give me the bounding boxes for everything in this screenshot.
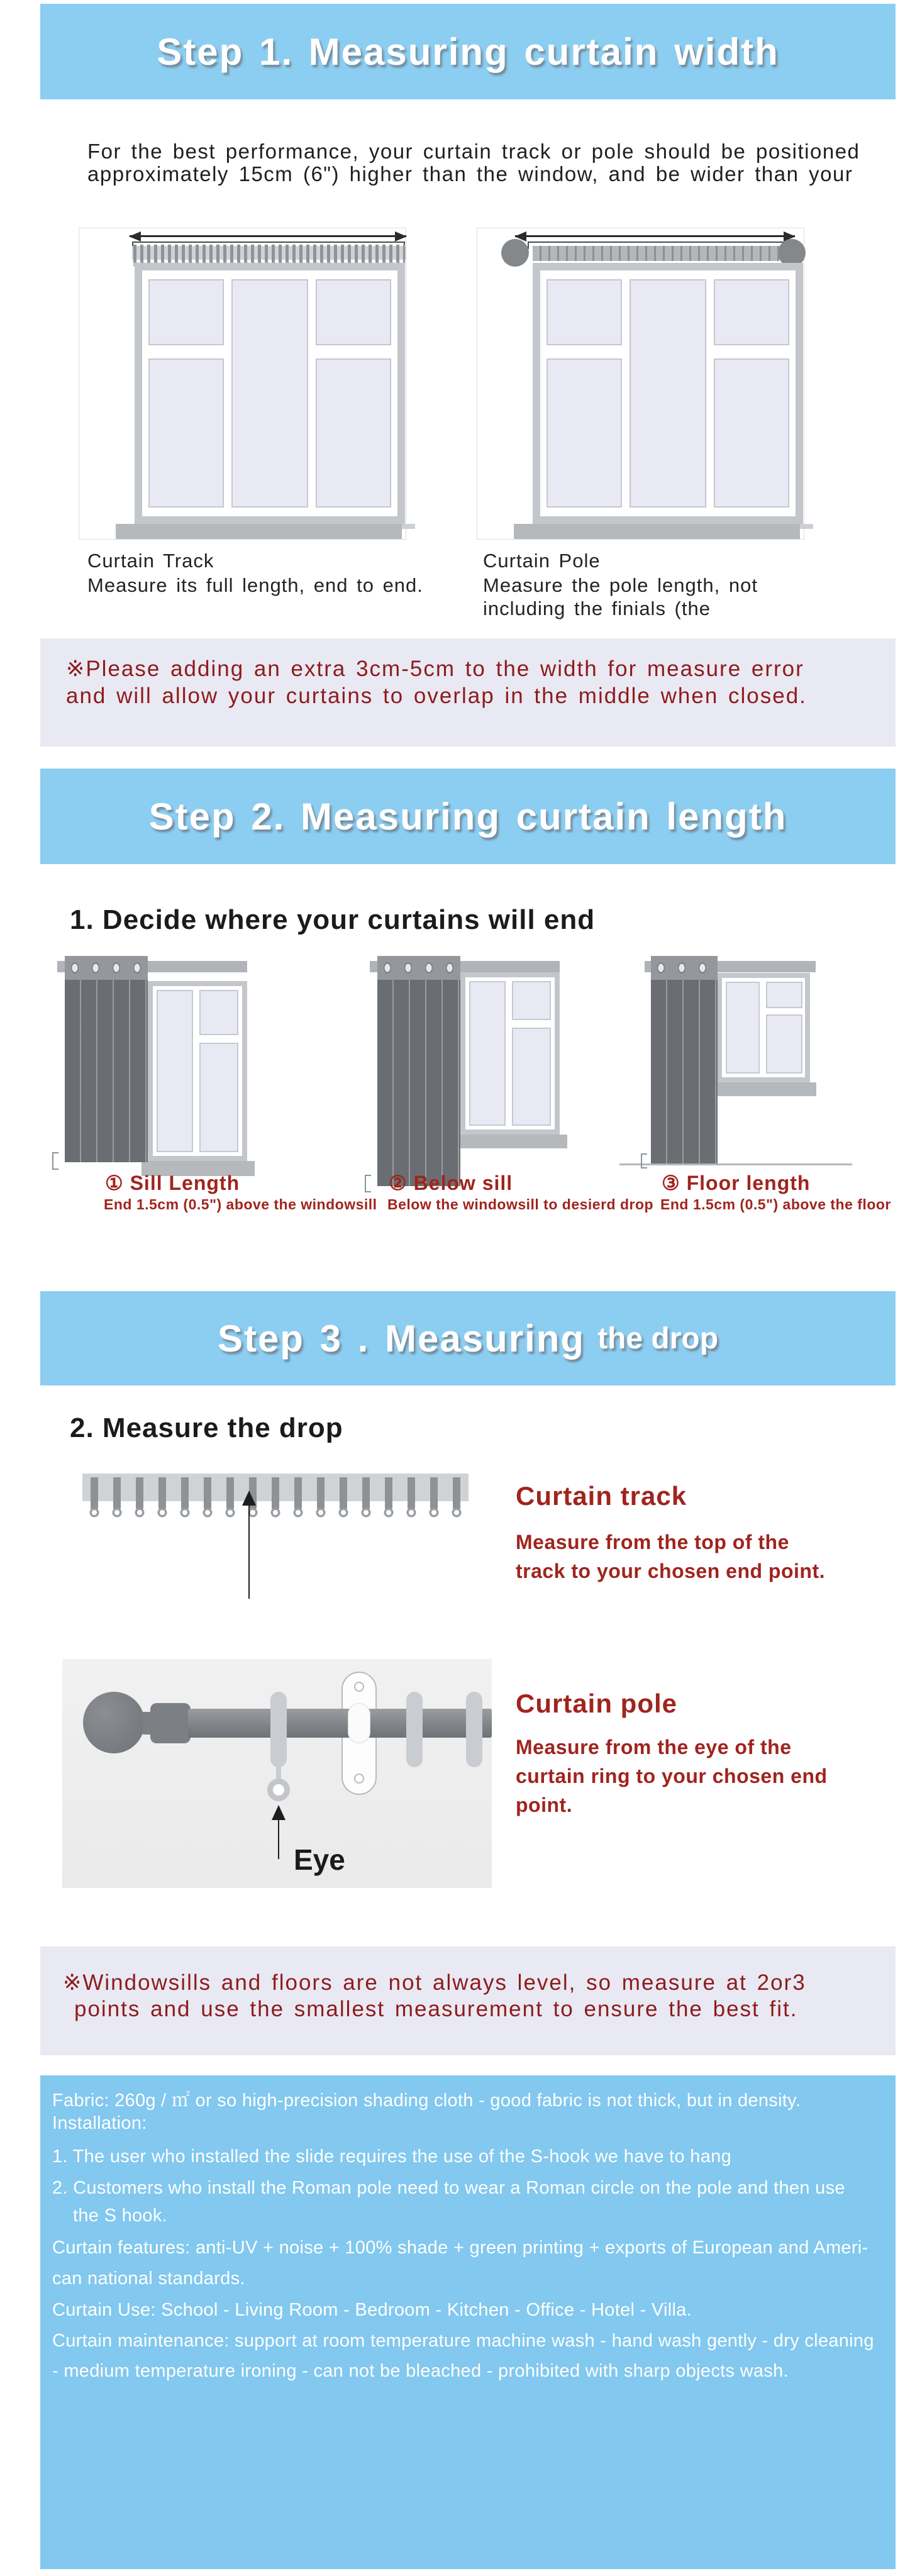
window-pane <box>766 1014 802 1074</box>
curtain-pole-caption-desc-2: including the finials (the <box>483 597 711 619</box>
curtain-track-desc-1: Measure from the top of the <box>516 1531 789 1553</box>
window-pane <box>469 981 506 1126</box>
window-graphic <box>717 973 810 1082</box>
below-sill-diagram <box>370 953 571 1205</box>
windowsill-graphic <box>514 524 800 539</box>
footer-line: the S hook. <box>73 2206 168 2226</box>
step2-banner <box>40 769 896 864</box>
step3-heading: 2. Measure the drop <box>70 1413 343 1443</box>
window-pane <box>199 990 238 1035</box>
window-pane <box>512 981 551 1020</box>
window-graphic <box>135 263 405 524</box>
ring-eye-icon <box>267 1779 290 1801</box>
window-pane <box>148 279 224 345</box>
option2-desc: Below the windowsill to desierd drop <box>387 1196 654 1213</box>
curtain-panel-graphic <box>377 956 460 1186</box>
windowsill-graphic <box>116 524 402 539</box>
window-pane <box>148 358 224 508</box>
footer-line: - medium temperature ironing - can not be bleached - prohibited with sharp objects wash. <box>52 2361 789 2381</box>
window-pane <box>547 279 622 345</box>
window-pane <box>726 982 760 1074</box>
window-pane <box>714 358 789 508</box>
sill-length-diagram <box>57 953 258 1192</box>
width-note-line-1: ※Please adding an extra 3cm-5cm to the width for measure error <box>66 657 804 681</box>
window-pane <box>766 982 802 1008</box>
curtain-pole-diagram <box>477 228 804 540</box>
curtain-panel-graphic <box>65 956 148 1162</box>
window-pane <box>157 990 193 1152</box>
screw-icon <box>354 1682 364 1692</box>
pole-end-cap-graphic <box>150 1703 191 1743</box>
track-gliders-graphic <box>133 245 405 262</box>
floor-length-diagram <box>645 953 858 1192</box>
width-arrow-icon <box>130 235 406 237</box>
curtain-pole-desc-3: point. <box>516 1794 573 1816</box>
curtain-track-title: Curtain track <box>516 1481 687 1511</box>
screw-icon <box>354 1774 364 1784</box>
window-pane <box>316 358 391 508</box>
window-pane <box>199 1043 238 1152</box>
curtain-pole-graphic <box>533 246 779 261</box>
windowsill-graphic <box>454 1135 567 1148</box>
track-gliders-graphic <box>85 1477 466 1509</box>
footer-line: 1. The user who installed the slide requires the use of the S-hook we have to hang <box>52 2146 731 2167</box>
width-note-panel <box>40 638 896 747</box>
curtain-ring-graphic <box>466 1692 482 1767</box>
option1-label: ① Sill Length <box>105 1172 240 1194</box>
curtain-pole-caption-desc-1: Measure the pole length, not <box>483 574 758 596</box>
step3-banner-subtitle: the drop <box>597 1321 719 1355</box>
up-arrow-line <box>278 1819 279 1859</box>
curtain-track-caption-title: Curtain Track <box>87 550 214 572</box>
step1-intro-line-2: approximately 15cm (6") higher than the window, and be wider than your <box>87 162 853 186</box>
footer-line: 2. Customers who install the Roman pole need to wear a Roman circle on the pole and then use <box>52 2178 845 2198</box>
pole-finial-icon <box>501 239 529 267</box>
option3-label: ③ Floor length <box>662 1172 811 1194</box>
window-pane <box>316 279 391 345</box>
step1-banner <box>40 4 896 99</box>
window-pane <box>547 358 622 508</box>
level-note-panel <box>40 1946 896 2055</box>
footer-line: can national standards. <box>52 2268 245 2289</box>
step1-banner-title: Step 1. Measuring curtain width <box>157 30 779 73</box>
floor-line-graphic <box>619 1163 852 1165</box>
option3-desc: End 1.5cm (0.5") above the floor <box>660 1196 891 1213</box>
length-mark-icon <box>365 1175 371 1192</box>
length-mark-icon <box>641 1153 647 1169</box>
window-graphic <box>460 972 560 1135</box>
option1-desc: End 1.5cm (0.5") above the windowsill <box>104 1196 377 1213</box>
level-note-line-1: ※Windowsills and floors are not always level, so measure at 2or3 <box>63 1970 806 1995</box>
step2-banner-title: Step 2. Measuring curtain length <box>148 795 787 838</box>
grommet-band-graphic <box>651 956 718 980</box>
window-pane <box>231 279 308 508</box>
curtain-pole-title: Curtain pole <box>516 1689 678 1718</box>
step3-banner-title: Step 3 . Measuring <box>217 1317 585 1360</box>
bracket-slot-graphic <box>348 1703 370 1743</box>
footer-line: Fabric: 260g / ㎡ or so high-precision shading cloth - good fabric is not thick, but in density. <box>52 2090 801 2111</box>
pole-finial-icon <box>83 1692 145 1753</box>
footer-line: Curtain maintenance: support at room temperature machine wash - hand wash gently - dry cleaning <box>52 2331 874 2351</box>
window-graphic <box>148 981 247 1161</box>
curtain-pole-drop-diagram <box>62 1659 492 1888</box>
grommet-band-graphic <box>65 956 148 980</box>
curtain-track-desc-2: track to your chosen end point. <box>516 1560 825 1582</box>
curtain-pole-desc-2: curtain ring to your chosen end <box>516 1765 828 1787</box>
step1-intro-line-1: For the best performance, your curtain track or pole should be positioned <box>87 140 860 163</box>
up-arrow-icon <box>242 1491 256 1506</box>
width-arrow-icon <box>515 235 795 237</box>
curtain-ring-graphic <box>270 1692 287 1767</box>
width-note-line-2: and will allow your curtains to overlap in the middle when closed. <box>66 684 807 708</box>
product-info-panel <box>40 2075 896 2569</box>
up-arrow-line <box>248 1504 250 1599</box>
window-pane <box>630 279 706 508</box>
curtain-pole-graphic <box>188 1709 492 1738</box>
curtain-panel-graphic <box>651 956 718 1163</box>
curtain-pole-caption-title: Curtain Pole <box>483 550 601 572</box>
footer-line: Curtain Use: School - Living Room - Bedroom - Kitchen - Office - Hotel - Villa. <box>52 2300 692 2320</box>
curtain-track-diagram <box>79 228 406 540</box>
curtain-track-caption-desc: Measure its full length, end to end. <box>87 574 423 596</box>
grommet-band-graphic <box>377 956 460 980</box>
eye-label: Eye <box>294 1843 345 1876</box>
window-graphic <box>533 263 803 524</box>
windowsill-graphic <box>711 1082 816 1096</box>
track-hook-eyes-graphic <box>85 1507 466 1521</box>
curtain-pole-desc-1: Measure from the eye of the <box>516 1736 792 1758</box>
window-pane <box>714 279 789 345</box>
footer-line: Installation: <box>52 2113 147 2133</box>
option2-label: ② Below sill <box>389 1172 513 1194</box>
step2-heading: 1. Decide where your curtains will end <box>70 904 596 935</box>
curtain-ring-graphic <box>406 1692 423 1767</box>
window-pane <box>512 1028 551 1126</box>
step3-banner <box>40 1291 896 1385</box>
level-note-line-2: points and use the smallest measurement to ensure the best fit. <box>74 1997 798 2021</box>
length-mark-icon <box>52 1152 58 1170</box>
footer-line: Curtain features: anti-UV + noise + 100% shade + green printing + exports of European and Ameri- <box>52 2238 868 2258</box>
up-arrow-icon <box>272 1805 286 1820</box>
